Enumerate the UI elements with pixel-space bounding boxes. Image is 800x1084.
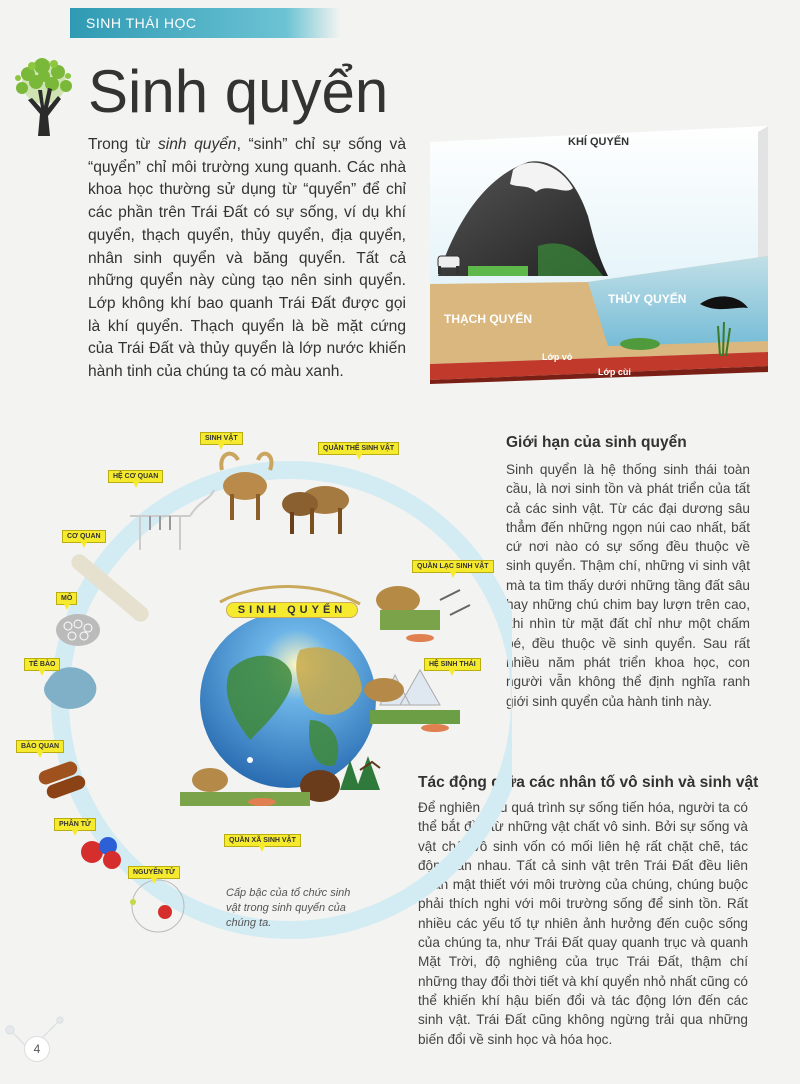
globe-label: SINH QUYỂN: [226, 602, 358, 618]
tag-cell: TẾ BÀO: [24, 658, 60, 671]
tag-organ-system: HỆ CƠ QUAN: [108, 470, 163, 483]
tag-atom: NGUYÊN TỬ: [128, 866, 180, 879]
ecosystem-icon: [364, 670, 460, 732]
tag-biome: QUẦN XÃ SINH VẬT: [224, 834, 301, 847]
section-header: [70, 8, 340, 38]
section2-title: Tác động giữa các nhân tố vô sinh và sinh vật: [418, 774, 759, 791]
atmosphere-label: KHÍ QUYỂN: [568, 136, 630, 148]
section2-body: Để nghiên cứu quá trình sự sống tiến hóa, người ta có thể bắt đầu từ những vật chất vô sinh. Bởi sự sống và vật chất vô sinh vốn có mối liên hệ rất chặt chẽ, tác động lẫn nhau. Tất cả sinh vật trên Trái Đất đều liên quan mật thiết với môi trường của chúng, chúng buộc phải thích nghi với môi trường sống để sinh tồn. Rất nhiều các yếu tố tự nhiên ảnh hưởng đến cuộc sống của chúng ta, như Trái Đất quay quanh trục và quanh Mặt Trời, độ nghiêng của trục Trái Đất, thậm chí những thay đổi thời tiết và khí quyển nhỏ nhất cũng có thể khiến khí hậu biến đổi và tác động lớn đến các sinh vật. Trái Đất cũng không ngừng trải qua những biến đổi về sinh học và hóa học.: [418, 800, 748, 1047]
diagram-caption: Cấp bậc của tổ chức sinh vật trong sinh quyển của chúng ta.: [226, 887, 351, 929]
page-title: Sinh quyển: [88, 58, 389, 125]
tag-molecule: PHÂN TỬ: [54, 818, 96, 831]
page-number: 4: [24, 1036, 50, 1062]
molecule-icon: [81, 837, 121, 869]
tag-community: QUẦN LẠC SINH VẬT: [412, 560, 494, 573]
tag-organism: SINH VẬT: [200, 432, 243, 445]
lithosphere-label: THẠCH QUYỂN: [444, 312, 533, 326]
tag-population: QUẦN THỂ SINH VẬT: [318, 442, 399, 455]
community-icon: [376, 586, 470, 642]
section-label: SINH THÁI HỌC: [86, 15, 197, 31]
intro-paragraph: Trong từ sinh quyển, “sinh” chỉ sự sống và “quyển” chỉ môi trường xung quanh. Các nhà khoa học thường sử dụng từ “quyển” để chỉ các phần trên Trái Đất có sự sống, ví dụ khí quyển, thạch quyển, thủy quyển, địa quyển, nhân sinh quyển và băng quyển. Tất cả những quyển này cùng tạo nên sinh quyển. Lớp không khí bao quanh Trái Đất được gọi là khí quyển. Thạch quyển là bề mặt cứng của Trái Đất và thủy quyển là lớp nước khiến hành tinh của chúng ta có màu xanh.: [88, 136, 406, 381]
tissue-icon: [56, 614, 100, 646]
tree-hand-icon: [8, 56, 80, 138]
section1-title: Giới hạn của sinh quyển: [506, 434, 687, 451]
tag-tissue: MÔ: [56, 592, 77, 605]
organization-levels-diagram: [0, 420, 512, 960]
section1-body: Sinh quyển là hệ thống sinh thái toàn cầu, là nơi sinh tồn và phát triển của tất cả các sinh vật. Từ các đại dương sâu thẳm đến những ngọn núi cao nhất, bất cứ nơi nào có sự sống đều thuộc về sinh quyển. Thậm chí, những vi sinh vật mà ta tìm thấy dưới những tầng đất sâu hay những chú chim bay lượn trên cao, khi nhìn từ mặt đất chỉ như một chấm bé, đều thuộc về sinh quyển. Sau rất nhiều năm phát triển khoa học, con người vẫn không thể định nghĩa ranh giới sinh quyển của hành tinh này.: [506, 462, 750, 709]
tag-organ: CƠ QUAN: [62, 530, 106, 543]
tag-organelle: BÀO QUAN: [16, 740, 64, 753]
tag-ecosystem: HỆ SINH THÁI: [424, 658, 481, 671]
mantle-label: Lớp cùi: [598, 367, 631, 377]
moose-population-icon: [282, 486, 349, 534]
hydrosphere-label: THỦY QUYỂN: [608, 292, 687, 306]
earth-spheres-illustration: [418, 126, 768, 384]
crust-label: Lớp vỏ: [542, 352, 573, 362]
